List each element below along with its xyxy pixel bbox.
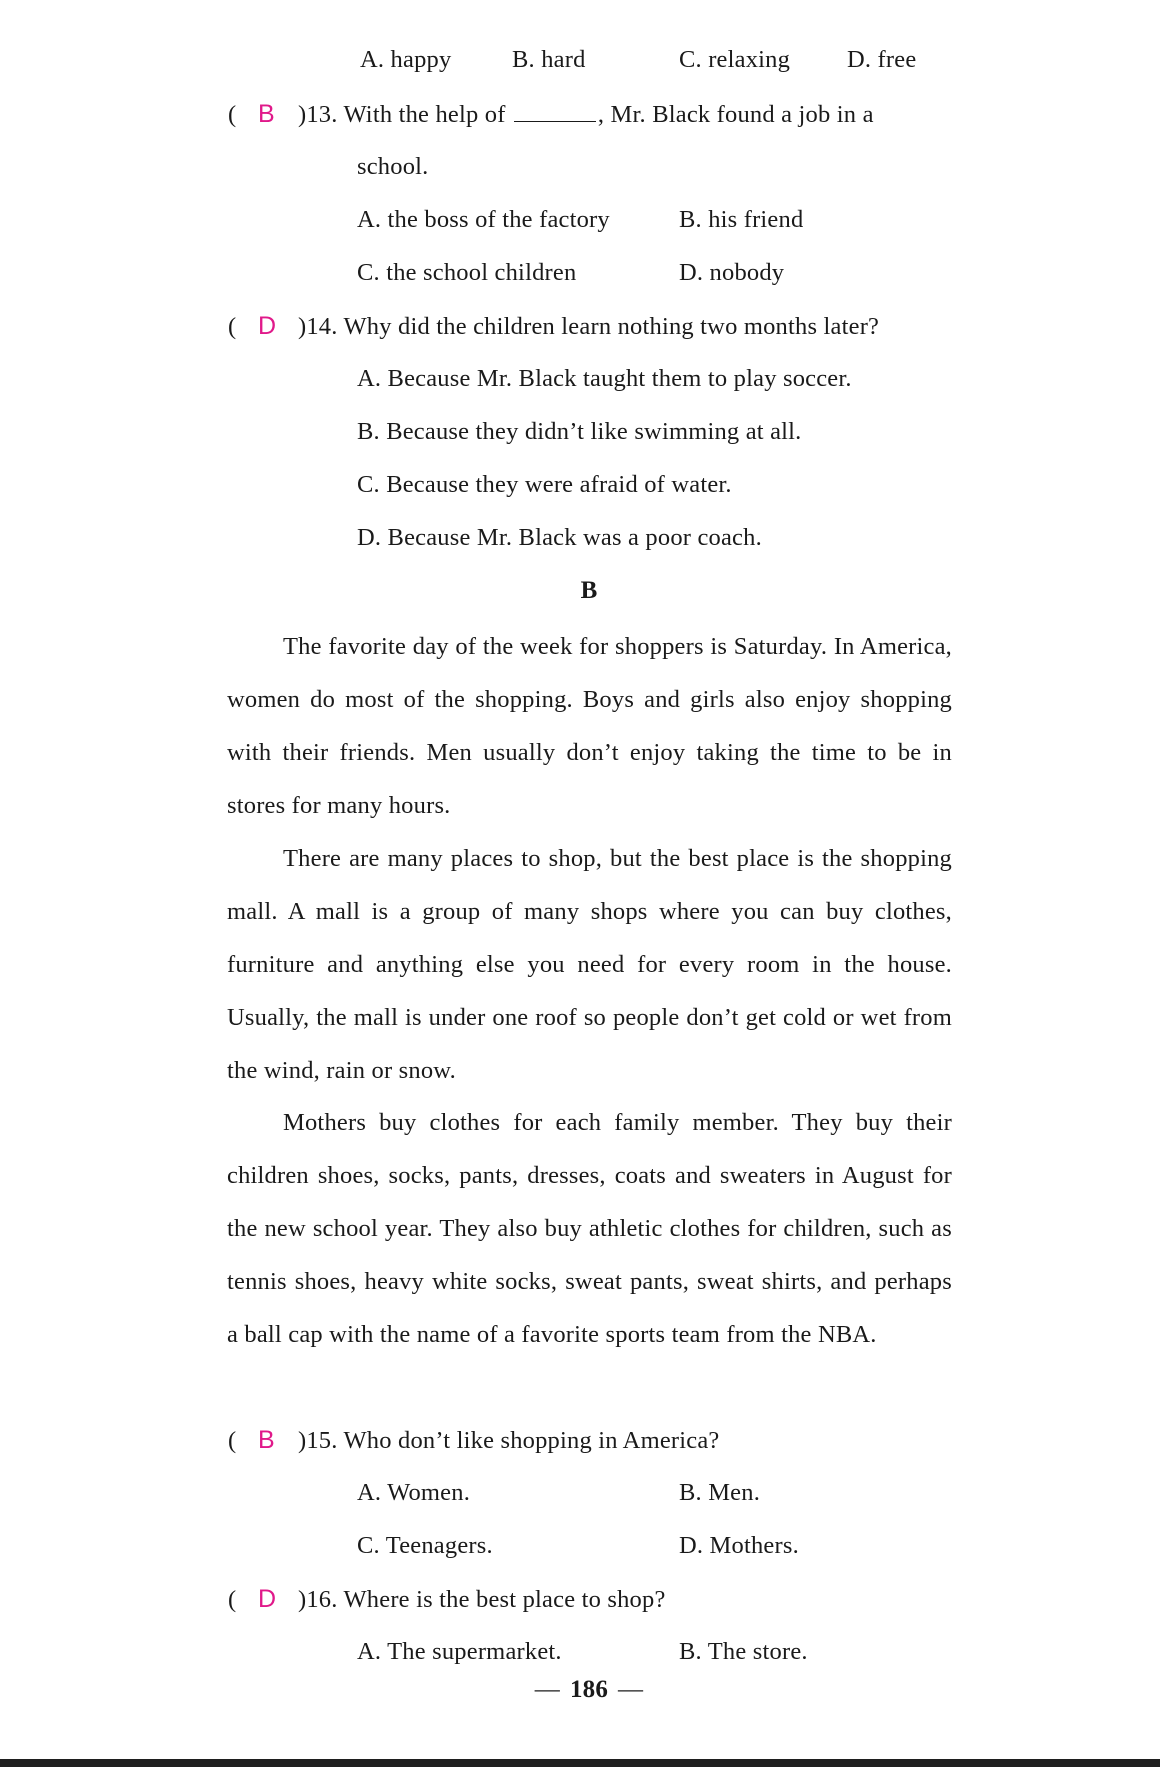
answer-paren-open: ( (228, 1586, 237, 1613)
q12-option-a: A. happy (360, 46, 452, 73)
q13-option-b: B. his friend (679, 206, 804, 233)
question-13-stem-after: , Mr. Black found a job in a (597, 101, 874, 128)
answer-13: B (258, 100, 275, 128)
answer-14: D (258, 312, 277, 340)
q13-option-c: C. the school children (357, 259, 577, 286)
bottom-edge-bar (0, 1759, 1160, 1767)
passage-paragraph-1: The favorite day of the week for shoppers is Saturday. In America, women do most of the shopping. Boys and girls also enjoy shopping with their friends. Men usually don’t enjoy taking the time to be in stores for many hours. (227, 633, 952, 819)
answer-16: D (258, 1585, 277, 1613)
q14-option-d: D. Because Mr. Black was a poor coach. (357, 524, 762, 551)
q15-option-b: B. Men. (679, 1479, 761, 1506)
question-15-stem: )15. Who don’t like shopping in America? (298, 1427, 720, 1454)
question-13-stem-continued: school. (357, 153, 429, 180)
q13-option-d: D. nobody (679, 259, 785, 286)
question-13-stem-before: )13. With the help of (298, 101, 506, 128)
passage-paragraph-2: There are many places to shop, but the best place is the shopping mall. A mall is a group of many shops where you can buy clothes, furniture and anything else you need for every room in the house. Usually, the mall is under one roof so people don’t get cold or wet from the wind, rain or snow. (227, 845, 952, 1084)
question-16 (228, 1585, 666, 1614)
q12-option-b: B. hard (512, 46, 586, 73)
q16-option-a: A. The supermarket. (357, 1638, 562, 1665)
q16-option-b: B. The store. (679, 1638, 808, 1665)
page-number-footer (0, 1676, 1160, 1704)
dash-right: — (618, 1676, 644, 1703)
answer-paren-open: ( (228, 313, 237, 340)
q14-option-b: B. Because they didn’t like swimming at all. (357, 418, 802, 445)
q14-option-c: C. Because they were afraid of water. (357, 471, 732, 498)
answer-paren-open: ( (228, 1427, 237, 1454)
question-14 (228, 312, 879, 341)
section-heading: B (580, 577, 598, 604)
question-13 (228, 100, 874, 129)
question-15 (228, 1426, 720, 1455)
question-16-stem: )16. Where is the best place to shop? (298, 1586, 666, 1613)
answer-paren-open: ( (228, 101, 237, 128)
q14-option-a: A. Because Mr. Black taught them to play soccer. (357, 365, 852, 392)
question-14-stem: )14. Why did the children learn nothing two months later? (298, 313, 880, 340)
q15-option-a: A. Women. (357, 1479, 471, 1506)
answer-blank (514, 101, 596, 122)
q15-option-d: D. Mothers. (679, 1532, 799, 1559)
passage-paragraph-3: Mothers buy clothes for each family member. They buy their children shoes, socks, pants, dresses, coats and sweaters in August for the new school year. They also buy athletic clothes for children, such as tennis shoes, heavy white socks, sweat pants, sweat shirts, and perhaps a ball cap with the name of a favorite sports team from the NBA. (227, 1109, 952, 1348)
q12-option-c: C. relaxing (679, 46, 791, 73)
q12-option-d: D. free (847, 46, 917, 73)
page-number: 186 (569, 1676, 609, 1703)
answer-15: B (258, 1426, 275, 1454)
q15-option-c: C. Teenagers. (357, 1532, 493, 1559)
q13-option-a: A. the boss of the factory (357, 206, 610, 233)
dash-left: — (534, 1676, 560, 1703)
